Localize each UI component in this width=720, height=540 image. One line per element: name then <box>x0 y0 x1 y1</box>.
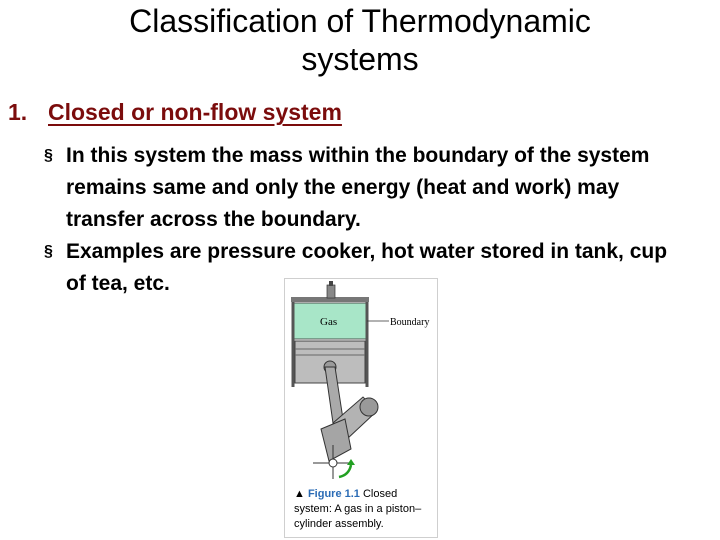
bullet-list <box>44 140 684 300</box>
caption-arrow-icon: ▲ <box>294 488 305 500</box>
caption-text: Closed system: A gas in a piston–cylinder assembly. <box>294 488 422 530</box>
piston-cylinder-figure <box>284 278 438 538</box>
bullet-text: In this system the mass within the boundary of the system remains same and only the energy (heat and work) may transfer across the boundary. <box>66 144 650 231</box>
crankshaft-center <box>329 459 337 467</box>
caption-figure-number: Figure 1.1 <box>307 488 360 500</box>
spark-plug-tip-icon <box>329 281 333 286</box>
rotation-arrowhead-icon <box>347 459 355 465</box>
slide-title-line-1: Classification of Thermodynamic <box>129 3 591 39</box>
gas-label: Gas <box>320 316 338 328</box>
rotation-arrow-icon <box>339 465 351 477</box>
section-heading <box>8 96 342 128</box>
bullet-marker: § <box>44 147 53 164</box>
bullet-text: Examples are pressure cooker, hot water stored in tank, cup of tea, etc. <box>66 240 668 295</box>
slide-title-line-2: systems <box>301 41 419 77</box>
crank-web <box>321 419 351 461</box>
bullet-item <box>44 140 684 236</box>
boundary-label: Boundary <box>390 317 430 328</box>
section-heading-number: 1. <box>8 99 28 125</box>
spark-plug-icon <box>327 285 335 298</box>
figure-caption <box>294 487 438 532</box>
section-heading-text: Closed or non-flow system <box>48 99 342 125</box>
slide-title <box>60 2 660 78</box>
crank-counterweight <box>360 398 378 416</box>
bullet-marker: § <box>44 243 53 260</box>
